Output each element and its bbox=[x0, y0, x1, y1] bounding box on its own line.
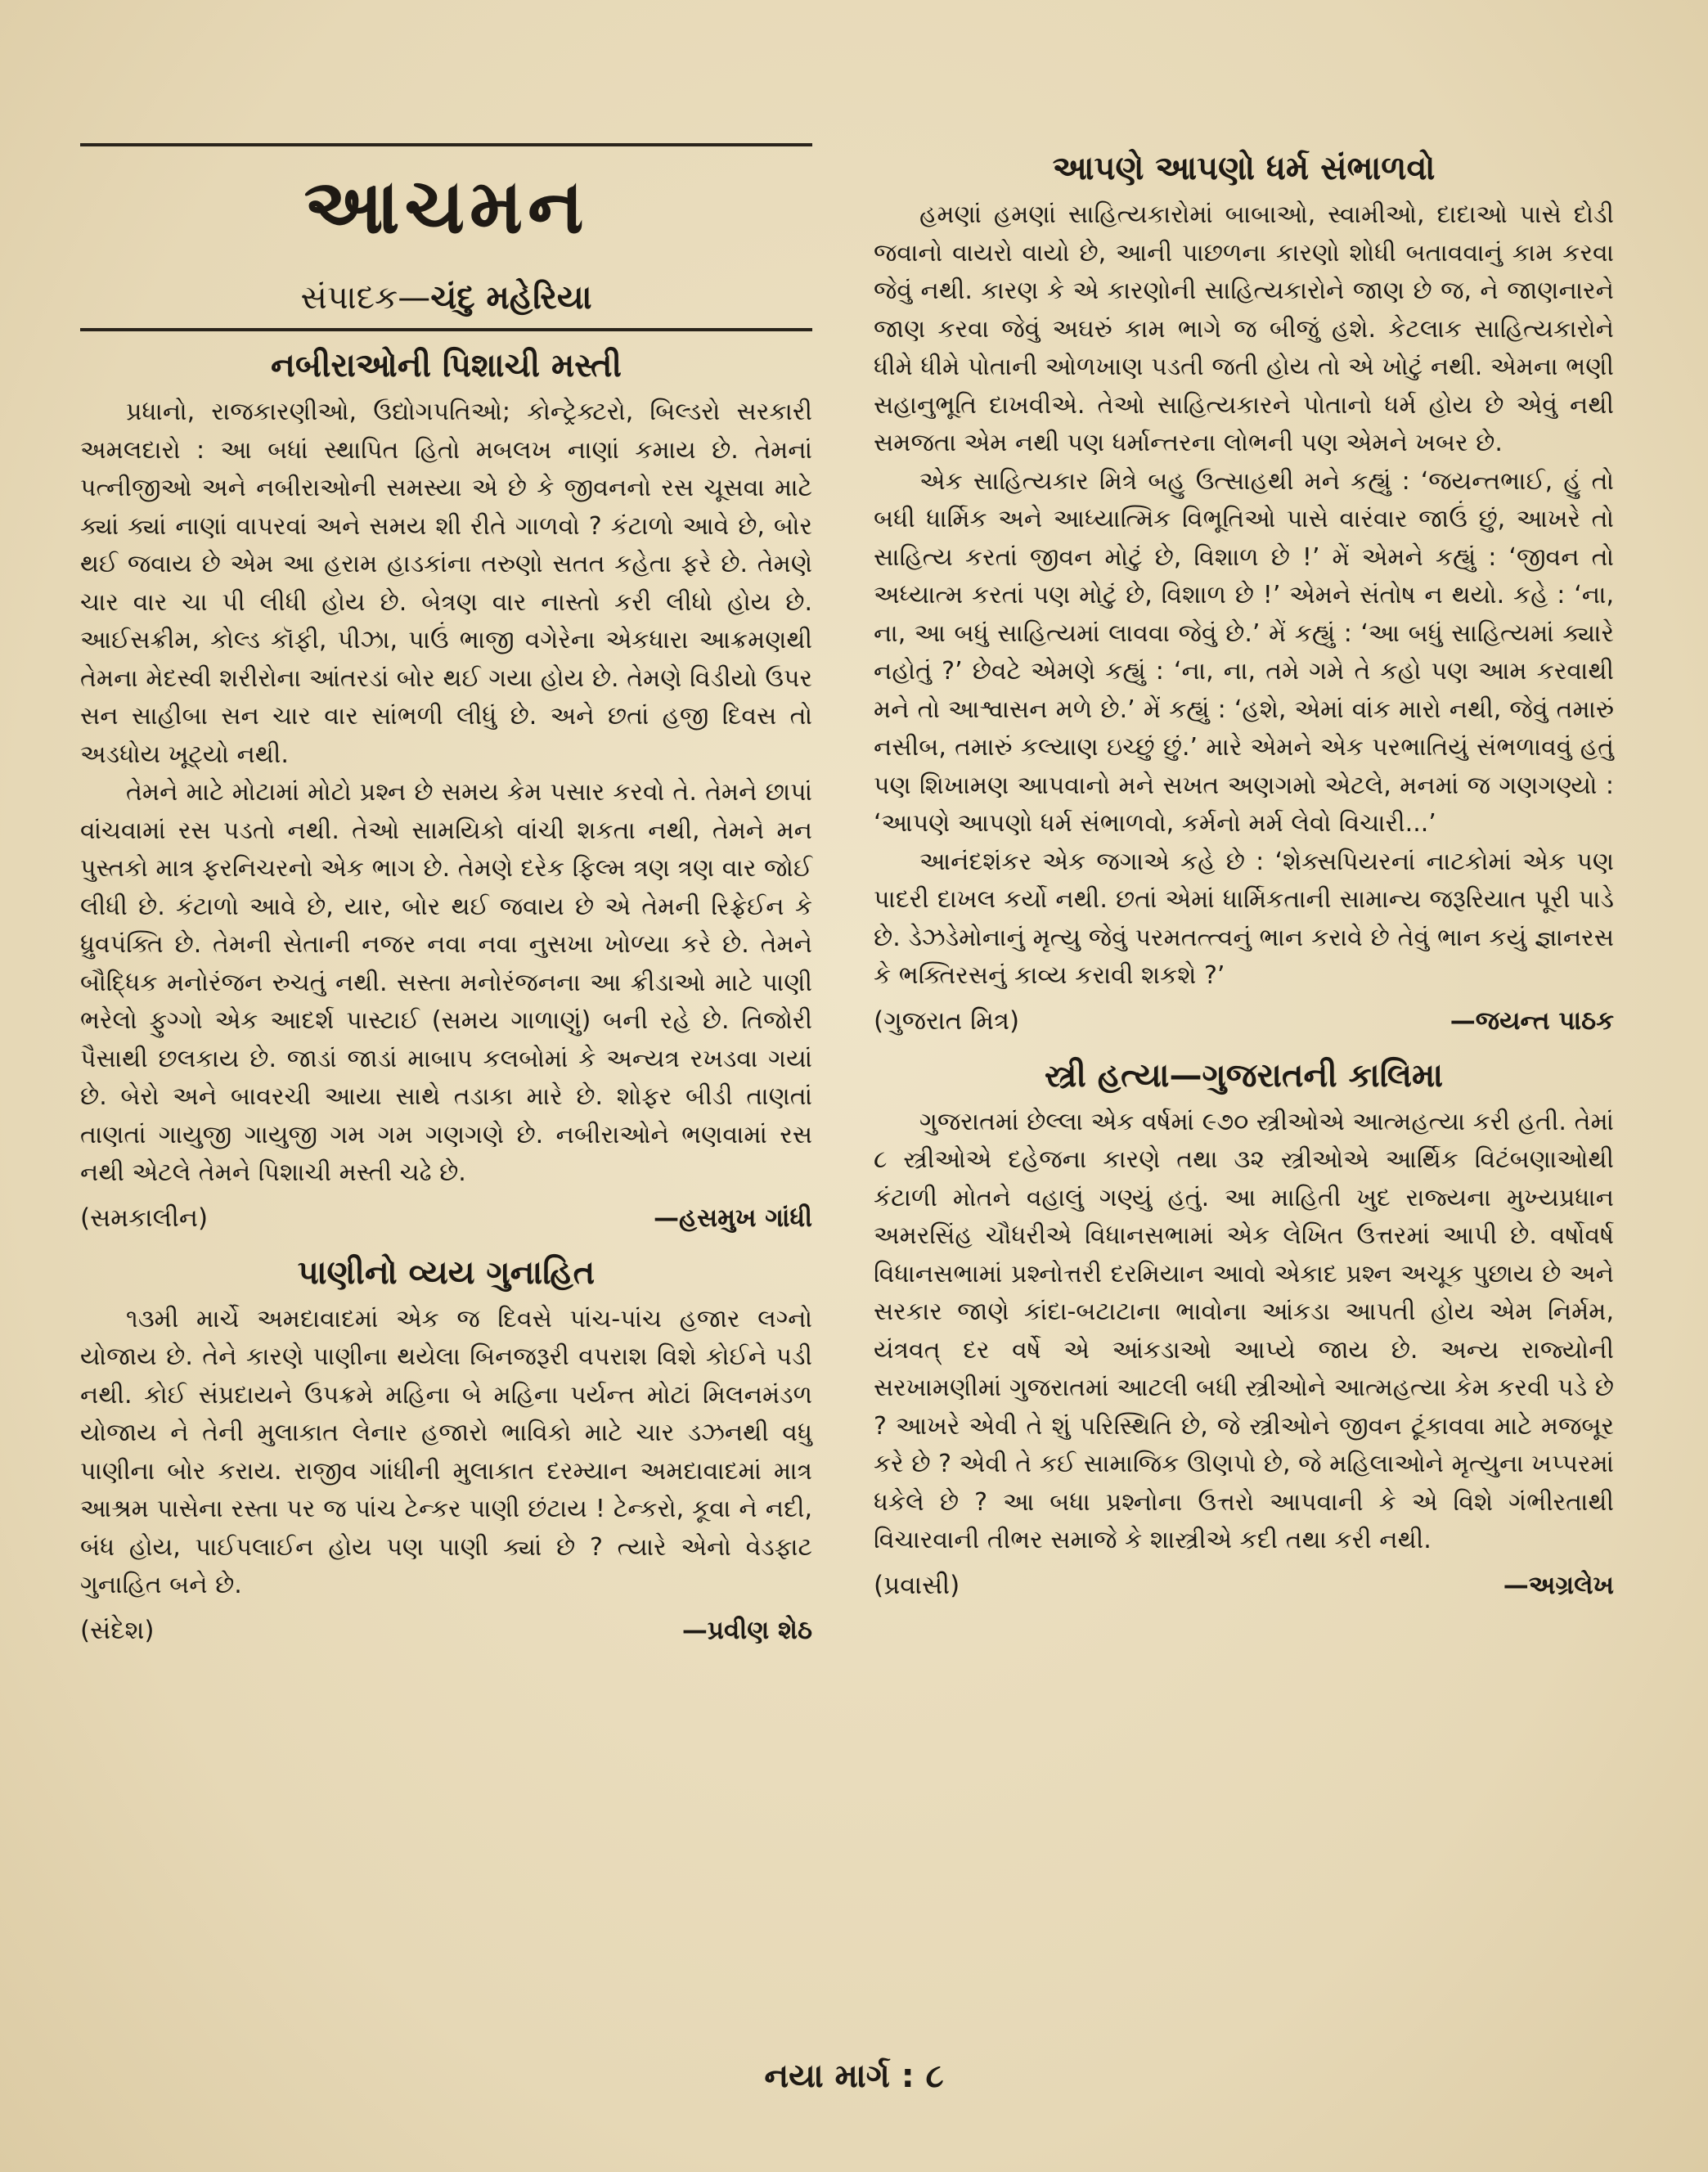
article bbox=[80, 1239, 812, 1651]
article-paragraph: ગુજરાતમાં છેલ્લા એક વર્ષમાં ૯૭૦ સ્ત્રીઓએ આત્મહત્યા કરી હતી. તેમાં ૮ સ્ત્રીઓએ દહેજના કારણે તથા ૩૨ સ્ત્રીઓએ આર્થિક વિટંબણાઓથી કંટાળી મોતને વહાલું ગણ્યું હતું. આ માહિતી ખુદ રાજ્યના મુખ્યપ્રધાન અમરસિંહ ચૌધરીએ વિધાનસભામાં એક લેખિત ઉત્તરમાં આપી છે. વર્ષોવર્ષ વિધાનસભામાં પ્રશ્નોત્તરી દરમિયાન આવો એકાદ પ્રશ્ન અચૂક પુછાય છે અને સરકાર જાણે કાંદા-બટાટાના ભાવોના આંકડા આપતી હોય એમ નિર્મમ, યંત્રવત્ દર વર્ષે એ આંકડાઓ આપ્યે જાય છે. અન્ય રાજ્યોની સરખામણીમાં ગુજરાતમાં આટલી બધી સ્ત્રીઓને આત્મહત્યા કેમ કરવી પડે છે ? આખરે એવી તે શું પરિસ્થિતિ છે, જે સ્ત્રીઓને જીવન ટૂંકાવવા માટે મજબૂર કરે છે ? એવી તે કઈ સામાજિક ઊણપો છે, જે મહિલાઓને મૃત્યુના ખપ્પરમાં ધકેલે છે ? આ બધા પ્રશ્નોના ઉત્તરો આપવાની કે એ વિશે ગંભીરતાથી વિચારવાની તીભર સમાજે કે શાસ્ત્રીએ કદી તથા કરી નથી. bbox=[874, 1107, 1614, 1554]
article bbox=[80, 331, 812, 1239]
section-masthead: આચમન bbox=[303, 162, 589, 250]
article-source: (પ્રવાસી) bbox=[874, 1570, 960, 1600]
article-title: નબીરાઓની પિશાચી મસ્તી bbox=[271, 347, 622, 384]
article-source: (ગુજરાત મિત્ર) bbox=[874, 1005, 1020, 1036]
page-footer: નયા માર્ગ : ૮ bbox=[764, 2057, 944, 2095]
article-paragraph: પ્રધાનો, રાજકારણીઓ, ઉદ્યોગપતિઓ; કોન્ટ્રેક્ટરો, બિલ્ડરો સરકારી અમલદારો : આ બધાં સ્થાપિત હિતો મબલખ નાણાં કમાય છે. તેમનાં પત્નીજીઓ અને નબીરાઓની સમસ્યા એ છે કે જીવનનો રસ ચૂસવા માટે ક્યાં ક્યાં નાણાં વાપરવાં અને સમય શી રીતે ગાળવો ? કંટાળો આવે છે, બોર થઈ જવાય છે એમ આ હરામ હાડકાંના તરુણો સતત કહેતા ફરે છે. તેમણે ચાર વાર ચા પી લીધી હોય છે. બેત્રણ વાર નાસ્તો કરી લીધો હોય છે. આઈસક્રીમ, કોલ્ડ કૉફી, પીઝા, પાઉં ભાજી વગેરેના એકધારા આક્રમણથી તેમના મેદસ્વી શરીરોના આંતરડાં બોર થઈ ગયા હોય છે. તેમણે વિડીયો ઉપર સન સાહીબા સન ચાર વાર સાંભળી લીધું છે. અને છતાં હજી દિવસ તો અડધોય ખૂટ્યો નથી. bbox=[80, 398, 812, 769]
right-column bbox=[874, 147, 1614, 1606]
article-signature bbox=[874, 1565, 1614, 1606]
left-column bbox=[80, 143, 812, 1651]
article bbox=[874, 1041, 1614, 1606]
article bbox=[874, 147, 1614, 1041]
article-paragraph: ૧૩મી માર્ચે અમદાવાદમાં એક જ દિવસે પાંચ-પાંચ હજાર લગ્નો યોજાય છે. તેને કારણે પાણીના થયેલા બિનજરૂરી વપરાશ વિશે કોઈને પડી નથી. કોઈ સંપ્રદાયને ઉપક્રમે મહિના બે મહિના પર્યન્ત મોટાં મિલનમંડળ યોજાય ને તેની મુલાકાત લેનાર હજારો ભાવિકો માટે ચાર ડઝનથી વધુ પાણીના બોર કરાય. રાજીવ ગાંધીની મુલાકાત દરમ્યાન અમદાવાદમાં માત્ર આશ્રમ પાસેના રસ્તા પર જ પાંચ ટેન્કર પાણી છંટાય ! ટેન્કરો, કૂવા ને નદી, બંધ હોય, પાઈપલાઈન હોય પણ પાણી ક્યાં છે ? ત્યારે એનો વેડફાટ ગુનાહિત બને છે. bbox=[80, 1304, 812, 1599]
article-source: (સંદેશ) bbox=[80, 1615, 155, 1645]
article-signature bbox=[874, 1001, 1614, 1041]
editor-credit bbox=[80, 269, 812, 328]
article-source: (સમકાલીન) bbox=[80, 1203, 209, 1233]
editor-name: ચંદુ મહેરિયા bbox=[430, 279, 592, 317]
article-signature bbox=[80, 1198, 812, 1239]
article-paragraph: આનંદશંકર એક જગાએ કહે છે : ‘શેક્સપિયરનાં નાટકોમાં એક પણ પાદરી દાખલ કર્યો નથી. છતાં એમાં ધાર્મિકતાની સામાન્ય જરૂરિયાત પૂરી પાડે છે. ડેઝડેમોનાનું મૃત્યુ જેવું પરમતત્ત્વનું ભાન કરાવે છે તેવું ભાન કયું જ્ઞાનરસ કે ભક્તિરસનું કાવ્ય કરાવી શકશે ?’ bbox=[874, 847, 1614, 990]
article-signature bbox=[80, 1610, 812, 1651]
article-title: સ્ત્રી હત્યા—ગુજરાતની કાલિમા bbox=[1044, 1056, 1444, 1095]
article-title: આપણે આપણો ધર્મ સંભાળવો bbox=[1052, 150, 1436, 187]
article-title: પાણીનો વ્યય ગુનાહિત bbox=[297, 1253, 596, 1292]
article-paragraph: એક સાહિત્યકાર મિત્રે બહુ ઉત્સાહથી મને કહ્યું : ‘જયન્તભાઈ, હું તો બધી ધાર્મિક અને આધ્યાત્મિક વિભૂતિઓ પાસે વારંવાર જાઉં છું, આખરે તો સાહિત્ય કરતાં જીવન મોટું છે, વિશાળ છે !’ મેં એમને કહ્યું : ‘જીવન તો અધ્યાત્મ કરતાં પણ મોટું છે, વિશાળ છે !’ એમને સંતોષ ન થયો. કહે : ‘ના, ના, આ બધું સાહિત્યમાં લાવવા જેવું છે.’ મેં કહ્યું : ‘આ બધું સાહિત્યમાં ક્યારે નહોતું ?’ છેવટે એમણે કહ્યું : ‘ના, ના, તમે ગમે તે કહો પણ આમ કરવાથી મને તો આશ્વાસન મળે છે.’ મેં કહ્યું : ‘હશે, એમાં વાંક મારો નથી, જેવું તમારું નસીબ, તમારું કલ્યાણ ઇચ્છું છું.’ મારે એમને એક પરભાતિયું સંભળાવવું હતું પણ શિખામણ આપવાનો મને સખત અણગમો એટલે, મનમાં જ ગણગણ્યો : ‘આપણે આપણો ધર્મ સંભાળવો, કર્મનો મર્મ લેવો વિચારી...’ bbox=[874, 466, 1614, 838]
article-author: —જયન્ત પાઠક bbox=[1450, 1005, 1614, 1036]
editor-role: સંપાદક— bbox=[300, 279, 431, 317]
article-author: —હસમુખ ગાંધી bbox=[653, 1203, 812, 1233]
article-author: —પ્રવીણ શેઠ bbox=[681, 1615, 812, 1645]
article-paragraph: હમણાં હમણાં સાહિત્યકારોમાં બાબાઓ, સ્વામીઓ, દાદાઓ પાસે દોડી જવાનો વાયરો વાયો છે, આની પાછળના કારણો શોધી બતાવવાનું કામ કરવા જેવું નથી. કારણ કે એ કારણોની સાહિત્યકારોને જાણ છે જ, ને જાણનારને જાણ કરવા જેવું અઘરું કામ ભાગે જ બીજું હશે. કેટલાક સાહિત્યકારોને ધીમે ધીમે પોતાની ઓળખાણ પડતી જતી હોય તો એ ખોટું નથી. એમના ભણી સહાનુભૂતિ દાખવીએ. તેઓ સાહિત્યકારને પોતાનો ધર્મ હોય છે એવું નથી સમજતા એમ નથી પણ ધર્માન્તરના લોભની પણ એમને ખબર છે. bbox=[874, 200, 1614, 457]
article-paragraph: તેમને માટે મોટામાં મોટો પ્રશ્ન છે સમય કેમ પસાર કરવો તે. તેમને છાપાં વાંચવામાં રસ પડતો નથી. તેઓ સામયિકો વાંચી શકતા નથી, તેમને મન પુસ્તકો માત્ર ફરનિચરનો એક ભાગ છે. તેમણે દરેક ફિલ્મ ત્રણ ત્રણ વાર જોઈ લીધી છે. કંટાળો આવે છે, યાર, બોર થઈ જવાય છે એ તેમની રિફ્રેઈન કે ધ્રુવપંક્તિ છે. તેમની સેતાની નજર નવા નવા નુસખા ખોળ્યા કરે છે. તેમને બૌદ્ધિક મનોરંજન રુચતું નથી. સસ્તા મનોરંજનના આ ક્રીડાઓ માટે પાણી ભરેલો ફુગ્ગો એક આદર્શ પાસ્ટાઈ (સમય ગાળાણું) બની રહે છે. તિજોરી પૈસાથી છલકાય છે. જાડાં જાડાં માબાપ કલબોમાં કે અન્યત્ર રખડવા ગયાં છે. બેરો અને બાવરચી આયા સાથે તડાકા મારે છે. શોફર બીડી તાણતાં તાણતાં ગાયુજી ગાયુજી ગમ ગમ ગણગણે છે. નબીરાઓને ભણવામાં રસ નથી એટલે તેમને પિશાચી મસ્તી ચઢે છે. bbox=[80, 778, 812, 1187]
article-author: —અગ્રલેખ bbox=[1503, 1570, 1614, 1600]
